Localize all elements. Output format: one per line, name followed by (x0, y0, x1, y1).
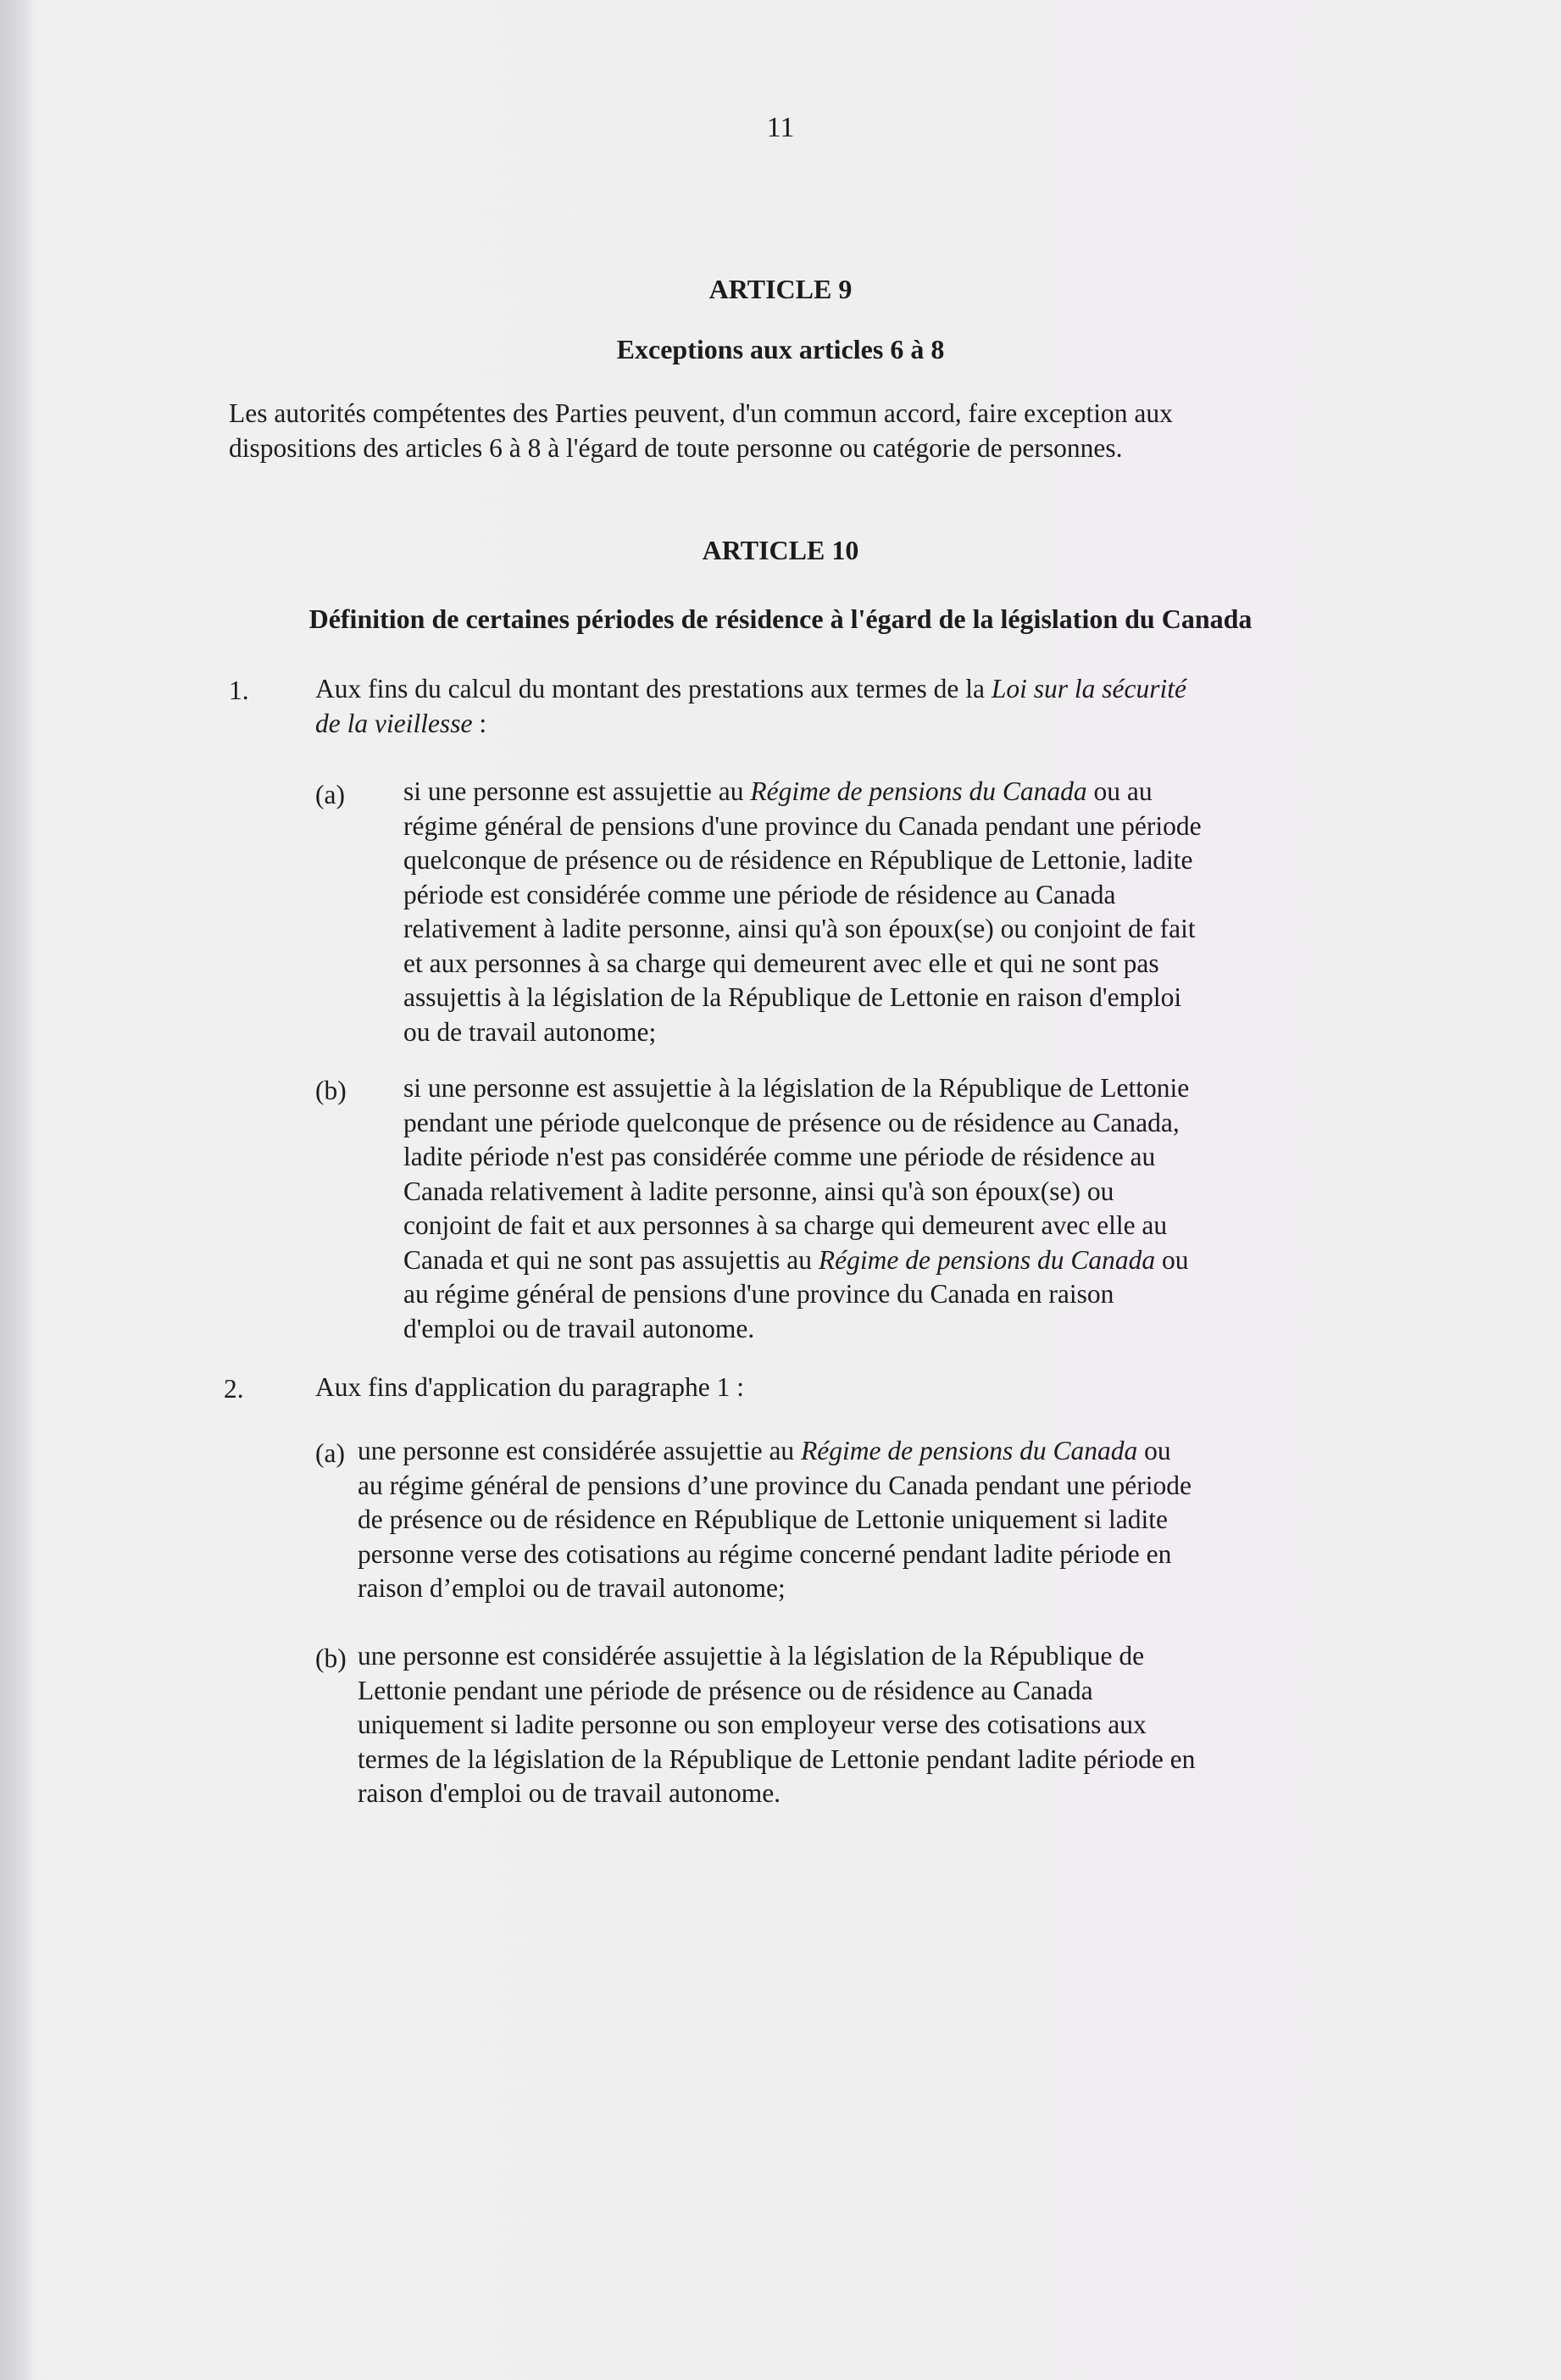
item-2b-line: une personne est considérée assujettie à la législation de la République de (358, 1641, 1145, 1671)
item-1a-line: période est considérée comme une période de résidence au Canada (403, 879, 1116, 909)
paragraph-1-line: Aux fins du calcul du montant des prestations aux termes de la Loi sur la sécurité (315, 674, 1186, 703)
item-2a-label: (a) (315, 1438, 345, 1468)
item-2b-line: uniquement si ladite personne ou son employeur verse des cotisations aux (358, 1710, 1147, 1739)
item-1a-line: régime général de pensions d'une province du Canada pendant une période (403, 810, 1202, 841)
article-9-title: ARTICLE 9 (708, 274, 853, 304)
item-1b-line: ladite période n'est pas considérée comme une période de résidence au (403, 1142, 1156, 1171)
item-1a-line: ou de travail autonome; (403, 1016, 657, 1047)
item-1a-label: (a) (315, 780, 345, 809)
item-1a-line: si une personne est assujettie au Régime de pensions du Canada ou au (403, 776, 1153, 806)
item-2b-text (358, 1639, 1195, 1811)
item-1b-line: conjoint de fait et aux personnes à sa charge qui demeurent avec elle au (403, 1210, 1168, 1240)
article-9-body-line: dispositions des articles 6 à 8 à l'égard de toute personne ou catégorie de personnes. (229, 432, 1123, 463)
item-2a-line: personne verse des cotisations au régime concerné pendant ladite période en (358, 1538, 1172, 1569)
item-1b-line: d'emploi ou de travail autonome. (403, 1313, 755, 1343)
paragraph-1-intro (315, 672, 1186, 741)
item-1a-line: relativement à ladite personne, ainsi qu'à son époux(se) ou conjoint de fait (403, 914, 1196, 943)
item-1b-line: si une personne est assujettie à la législation de la République de Lettonie (403, 1073, 1190, 1103)
item-1a-line: assujettis à la législation de la République de Lettonie en raison d'emploi (403, 982, 1182, 1012)
item-1a-line: et aux personnes à sa charge qui demeurent avec elle et qui ne sont pas (403, 948, 1159, 978)
paragraph-1-number: 1. (229, 676, 249, 705)
item-1a-line: quelconque de présence ou de résidence en République de Lettonie, ladite (403, 845, 1193, 875)
item-2a-line: raison d’emploi ou de travail autonome; (358, 1573, 786, 1603)
paragraph-2-number: 2. (224, 1374, 244, 1404)
item-2b-line: raison d'emploi ou de travail autonome. (358, 1778, 781, 1808)
article-10-subtitle: Définition de certaines périodes de résidence à l'égard de la législation du Canada (308, 603, 1253, 634)
page-number: 11 (766, 112, 795, 143)
article-9-body-line: Les autorités compétentes des Parties peuvent, d'un commun accord, faire exception aux (229, 398, 1173, 428)
item-1b-line: au régime général de pensions d'une province du Canada en raison (403, 1279, 1114, 1309)
item-2b-label: (b) (315, 1643, 347, 1673)
item-1b-line: Canada relativement à ladite personne, ainsi qu'à son époux(se) ou (403, 1176, 1114, 1206)
item-1b-line: pendant une période quelconque de présence ou de résidence au Canada, (403, 1107, 1180, 1137)
item-1b-text (403, 1071, 1189, 1346)
article-10-title: ARTICLE 10 (702, 535, 859, 565)
item-1a-text (403, 775, 1202, 1049)
item-1b-line: Canada et qui ne sont pas assujettis au Régime de pensions du Canada ou (403, 1244, 1189, 1275)
item-2b-line: termes de la législation de la République de Lettonie pendant ladite période en (358, 1743, 1196, 1774)
article-9-body (229, 397, 1173, 465)
paragraph-2-line: Aux fins d'application du paragraphe 1 : (315, 1372, 745, 1402)
item-2a-text (358, 1434, 1192, 1606)
item-2b-line: Lettonie pendant une période de présence ou de résidence au Canada (358, 1675, 1093, 1705)
item-1b-label: (b) (315, 1076, 347, 1105)
item-2a-line: de présence ou de résidence en République de Lettonie uniquement si ladite (358, 1504, 1169, 1534)
article-9-subtitle: Exceptions aux articles 6 à 8 (616, 334, 945, 364)
item-2a-line: au régime général de pensions d’une province du Canada pendant une période (358, 1470, 1192, 1500)
paragraph-2-intro (315, 1371, 744, 1405)
paragraph-1-line: de la vieillesse : (315, 708, 487, 738)
item-2a-line: une personne est considérée assujettie au Régime de pensions du Canada ou (358, 1436, 1171, 1465)
